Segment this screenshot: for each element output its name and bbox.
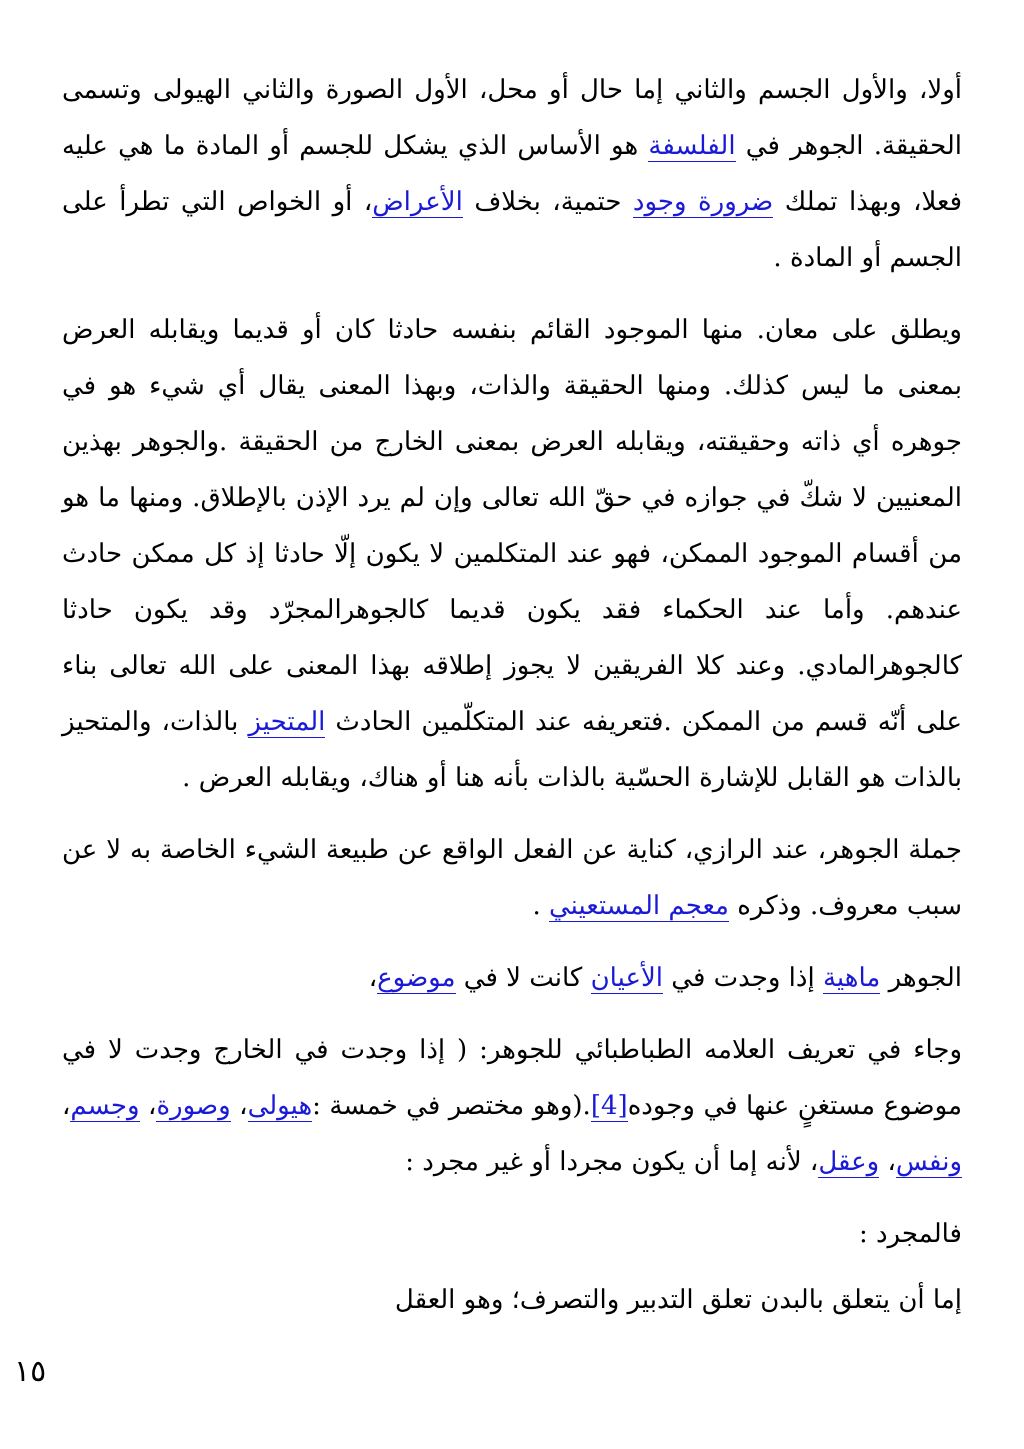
paragraph: [62, 302, 962, 806]
hyperlink[interactable]: وجسم: [70, 1091, 140, 1121]
text-run: أولا، والأول الجسم والثاني إما حال أو محل، الأول الصورة والثاني الهيولى وتسمى الحقيقة. الجوهر في: [62, 75, 963, 161]
text-run: ، لأنه إما أن يكون مجردا أو غير مجرد :: [405, 1147, 819, 1177]
text-run: فالمجرد :: [858, 1219, 962, 1249]
text-run: بالذات، والمتحيز بالذات هو القابل للإشارة الحسّية بالذات بأنه هنا أو هناك، ويقابله العرض .: [62, 707, 962, 793]
text-run: .: [532, 891, 550, 921]
hyperlink[interactable]: هيولى: [247, 1091, 313, 1121]
document-body: [62, 62, 962, 1338]
hyperlink[interactable]: ونفس: [895, 1147, 962, 1177]
text-run: .(وهو مختصر في خمسة :: [312, 1091, 591, 1121]
text-run: وجاء في تعريف العلامه الطباطبائي للجوهر: ( إذا وجدت في الخارج وجدت لا في موضوع مستغنٍ عنها في وجوده: [62, 1035, 963, 1121]
text-run: جملة الجوهر، عند الرازي، كناية عن الفعل الواقع عن طبيعة الشيء الخاصة به لا عن سبب معروف. وذكره: [62, 835, 962, 921]
hyperlink[interactable]: الفلسفة: [648, 131, 736, 161]
hyperlink[interactable]: معجم المستعيني: [549, 891, 729, 921]
paragraph: [62, 1272, 962, 1328]
text-run: ،: [368, 963, 378, 993]
paragraph: [62, 62, 962, 286]
text-run: كانت لا في: [455, 963, 591, 993]
text-run: ، أو الخواص التي تطرأ على الجسم أو المادة .: [62, 187, 962, 273]
hyperlink[interactable]: الأعيان: [590, 963, 664, 993]
page-number: ١٥: [14, 1354, 47, 1389]
hyperlink[interactable]: وصورة: [156, 1091, 231, 1121]
text-run: إما أن يتعلق بالبدن تعلق التدبير والتصرف؛ وهو العقل: [394, 1285, 962, 1315]
text-run: ،: [230, 1091, 248, 1121]
hyperlink[interactable]: موضوع: [377, 963, 456, 993]
text-run: الجوهر: [880, 963, 962, 993]
paragraph: [62, 950, 962, 1006]
paragraph: [62, 1206, 962, 1262]
text-run: ويطلق على معان. منها الموجود القائم بنفسه حادثا كان أو قديما ويقابله العرض بمعنى ما ليس كذلك. ومنها الحقيقة والذات، وبهذا المعنى يقال أي شيء هو في جوهره أي ذاته وحقيقته، ويقابله العرض بمعنى الخارج من الحقيقة .والجوهر بهذين المعنيين لا شكّ في جوازه في حقّ الله تعالى وإن لم يرد الإذن بالإطلاق. ومنها ما هو من أقسام الموجود الممكن، فهو عند المتكلمين لا يكون إلّا حادثا إذ كل ممكن حادث عندهم. وأما عند الحكماء فقد يكون قديما كالجوهرالمجرّد وقد يكون حادثا كالجوهرالمادي. وعند كلا الفريقين لا يجوز إطلاقه بهذا المعنى على الله تعالى بناء على أنّه قسم من الممكن .فتعريفه عند المتكلّمين الحادث: [62, 315, 962, 737]
paragraph: [62, 822, 962, 934]
hyperlink[interactable]: ماهية: [822, 963, 881, 993]
hyperlink[interactable]: [4]: [590, 1091, 628, 1121]
text-run: ،: [139, 1091, 157, 1121]
text-run: ،: [62, 1091, 71, 1121]
text-run: إذا وجدت في: [663, 963, 823, 993]
paragraph: [62, 1022, 962, 1190]
hyperlink[interactable]: وعقل: [818, 1147, 880, 1177]
hyperlink[interactable]: الأعراض: [372, 187, 463, 217]
text-run: ،: [879, 1147, 896, 1177]
hyperlink[interactable]: المتحيز: [248, 707, 326, 737]
text-run: حتمية، بخلاف: [462, 187, 633, 217]
text-run: هو الأساس الذي يشكل للجسم أو المادة ما هي عليه فعلا، وبهذا تملك: [62, 131, 963, 217]
hyperlink[interactable]: ضرورة وجود: [632, 187, 774, 217]
